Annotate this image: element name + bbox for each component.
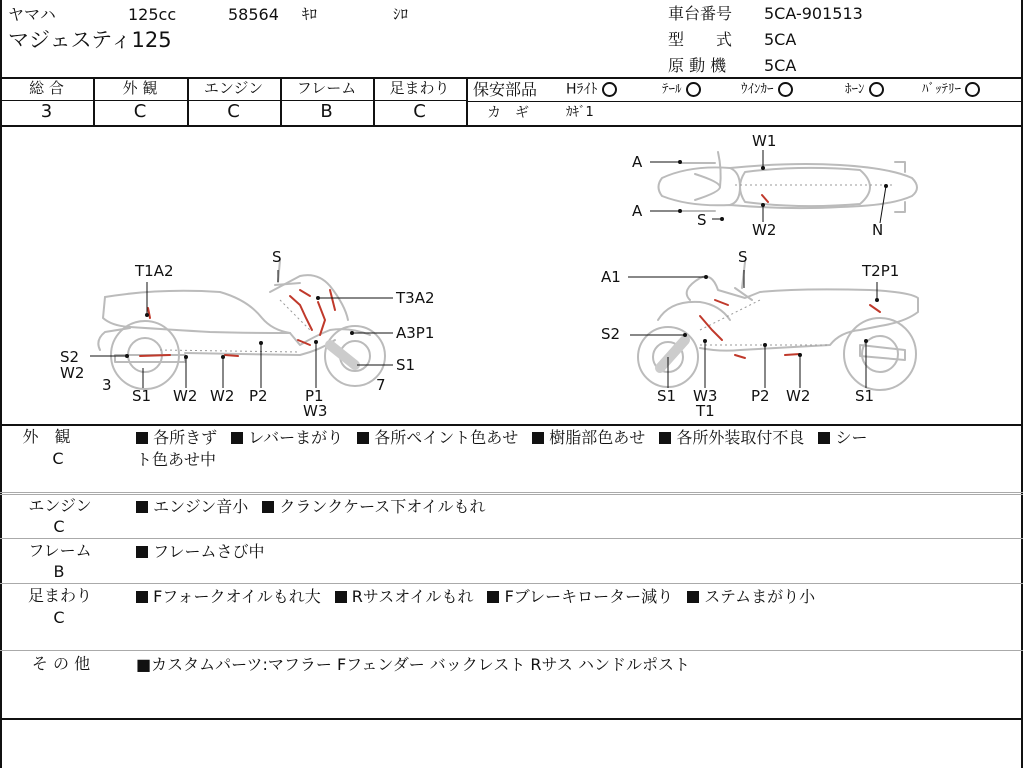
type-label: 型 式 xyxy=(668,30,733,49)
comment-item: エンジン音小 xyxy=(153,497,249,516)
comment-text-exterior xyxy=(136,427,1016,471)
safety-item-label: ﾃｰﾙ xyxy=(662,82,682,97)
check-circle-icon xyxy=(602,82,617,97)
maker: ヤマハ xyxy=(8,5,56,24)
type-value: 5CA xyxy=(764,30,797,49)
bullet-square-icon xyxy=(136,501,148,513)
bullet-square-icon xyxy=(136,432,148,444)
comment-item: レバーまがり xyxy=(248,428,344,447)
comment-grade-suspension: C xyxy=(53,608,65,627)
comment-text-engine xyxy=(136,496,499,518)
damage-label: W2 xyxy=(786,387,811,405)
comment-item: Fブレーキローター減り xyxy=(504,587,674,606)
score-marker: 7 xyxy=(376,376,386,394)
bullet-square-icon xyxy=(687,591,699,603)
damage-label: S xyxy=(738,248,748,266)
damage-label: W2 xyxy=(752,221,777,239)
comment-item: Rサスオイルもれ xyxy=(351,587,474,606)
safety-item-label: ｳｲﾝｶｰ xyxy=(741,82,774,97)
damage-label: T1A2 xyxy=(135,262,174,280)
bullet-square-icon xyxy=(357,432,369,444)
key-label: カ ギ xyxy=(487,105,529,121)
frame-no-label: 車台番号 xyxy=(668,4,733,23)
comment-category-exterior: 外 観 xyxy=(22,427,71,446)
damage-label: S1 xyxy=(396,356,416,374)
bullet-square-icon xyxy=(136,546,148,558)
comment-category-suspension: 足まわり xyxy=(27,586,92,605)
bullet-square-icon xyxy=(335,591,347,603)
safety-item-horn xyxy=(845,82,884,97)
damage-label: A3P1 xyxy=(396,324,435,342)
bullet-square-icon xyxy=(487,591,499,603)
check-circle-icon xyxy=(778,82,793,97)
damage-label: P2 xyxy=(751,387,770,405)
comment-text-suspension xyxy=(136,586,829,608)
score-engine: C xyxy=(227,101,240,122)
bullet-square-icon xyxy=(262,501,274,513)
damage-label: A1 xyxy=(601,268,621,286)
damage-label: T1 xyxy=(696,402,715,420)
safety-item-label: Hﾗｲﾄ xyxy=(566,81,598,98)
safety-item-winker xyxy=(741,82,793,97)
score-header-overall: 総 合 xyxy=(29,79,64,97)
damage-label: S2 xyxy=(601,325,621,343)
score-exterior: C xyxy=(133,101,147,122)
comment-item: ステムまがり小 xyxy=(704,587,816,606)
engine-value: 5CA xyxy=(764,56,797,75)
color-value: ｼﾛ xyxy=(393,5,409,23)
damage-label: A xyxy=(632,153,643,171)
comment-item: シー xyxy=(835,428,868,447)
comment-item: Fフォークオイルもれ大 xyxy=(153,587,321,606)
damage-label: W3 xyxy=(693,387,718,405)
damage-label: W1 xyxy=(752,132,777,150)
damage-label: N xyxy=(872,221,884,239)
comment-item: 各所ペイント色あせ xyxy=(374,428,519,447)
damage-label: S2 xyxy=(60,348,80,366)
safety-item-label: ﾎｰﾝ xyxy=(845,82,865,97)
safety-item-battery xyxy=(922,82,980,97)
comment-item-cont: ト色あせ中 xyxy=(136,450,217,469)
comment-item: クランクケース下オイルもれ xyxy=(279,497,486,516)
key-value: ｶｷﾞ1 xyxy=(566,105,594,120)
mileage-unit: ｷﾛ xyxy=(302,5,318,23)
damage-label: T2P1 xyxy=(862,262,900,280)
score-header-exterior: 外 観 xyxy=(122,79,158,97)
score-header-suspension: 足まわり xyxy=(389,79,450,97)
damage-label: W2 xyxy=(210,387,235,405)
safety-item-label: ﾊﾞｯﾃﾘｰ xyxy=(922,82,961,97)
damage-label: S1 xyxy=(132,387,152,405)
comment-text-other: ■カスタムパーツ:マフラー Fフェンダー バックレスト Rサス ハンドルポスト xyxy=(136,655,690,674)
damage-label: S1 xyxy=(657,387,677,405)
comment-grade-engine: C xyxy=(53,517,65,536)
damage-label: S xyxy=(272,248,282,266)
score-header-frame: フレーム xyxy=(296,79,357,97)
damage-label: S xyxy=(697,211,707,229)
damage-label: W3 xyxy=(303,402,328,420)
score-suspension: C xyxy=(413,101,426,122)
displacement: 125cc xyxy=(128,5,177,24)
damage-label: W2 xyxy=(173,387,198,405)
comment-item: 各所外装取付不良 xyxy=(676,428,805,447)
damage-label: T3A2 xyxy=(396,289,435,307)
check-circle-icon xyxy=(869,82,884,97)
bullet-square-icon xyxy=(532,432,544,444)
score-header-engine: エンジン xyxy=(203,79,264,97)
comment-text-frame xyxy=(136,541,278,563)
safety-label: 保安部品 xyxy=(473,80,538,99)
damage-label: A xyxy=(632,202,643,220)
damage-label: P1 xyxy=(305,387,324,405)
engine-label: 原 動 機 xyxy=(668,56,727,75)
comment-grade-frame: B xyxy=(53,562,65,581)
frame-no-value: 5CA-901513 xyxy=(764,4,863,23)
check-circle-icon xyxy=(965,82,980,97)
bullet-square-icon xyxy=(659,432,671,444)
safety-item-tail xyxy=(662,82,701,97)
overall-score-marker: 3 xyxy=(102,376,112,394)
score-frame: B xyxy=(320,101,333,122)
damage-label: S1 xyxy=(855,387,875,405)
comment-category-other: そ の 他 xyxy=(31,654,91,673)
damage-label: W2 xyxy=(60,364,85,382)
mileage: 58564 xyxy=(228,5,279,24)
comment-category-frame: フレーム xyxy=(28,541,92,560)
damage-label: P2 xyxy=(249,387,268,405)
model-name: マジェスティ125 xyxy=(8,28,172,52)
check-circle-icon xyxy=(686,82,701,97)
safety-item-headlight xyxy=(566,82,617,97)
bullet-square-icon xyxy=(231,432,243,444)
comment-category-engine: エンジン xyxy=(28,496,92,515)
comment-item: 樹脂部色あせ xyxy=(549,428,646,447)
score-overall: 3 xyxy=(40,101,53,122)
bullet-square-icon xyxy=(136,591,148,603)
comment-item: 各所きず xyxy=(153,428,218,447)
comment-item: フレームさび中 xyxy=(153,542,265,561)
comment-grade-exterior: C xyxy=(52,449,64,468)
bullet-square-icon xyxy=(818,432,830,444)
